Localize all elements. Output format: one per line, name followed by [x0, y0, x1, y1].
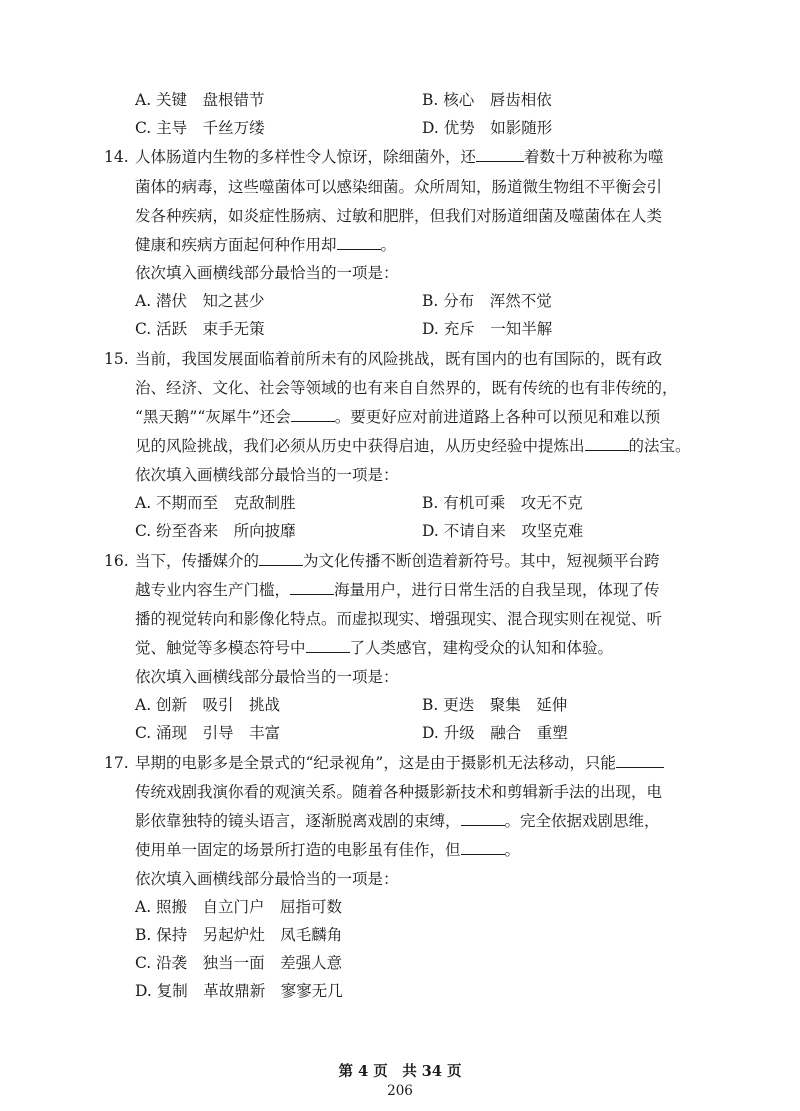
q14-line-4: 健康和疾病方面起何种作用却 。 — [135, 236, 397, 254]
q16-line-4: 觉、触觉等多模态符号中 了人类感官，建构受众的认知和体验。 — [135, 639, 614, 657]
q17-option-c: C. 沿袭 独当一面 差强人意 — [135, 954, 343, 972]
answer-blank — [259, 551, 303, 566]
page-number: 206 — [387, 1083, 413, 1099]
q16-line-2: 越专业内容生产门槛， 海量用户，进行日常生活的自我呈现，体现了传 — [135, 581, 660, 599]
q15-option-d: D. 不请自来 攻坚克难 — [422, 522, 584, 540]
q17-line-3: 影依靠独特的镜头语言，逐渐脱离戏剧的束缚， 。完全依据戏剧思维， — [135, 812, 660, 830]
q16-option-b: B. 更迭 聚集 延伸 — [422, 696, 568, 714]
answer-blank — [290, 580, 334, 595]
q14-prompt: 依次填入画横线部分最恰当的一项是： — [135, 264, 399, 282]
answer-blank — [461, 840, 505, 855]
q14-line-3: 发各种疾病，如炎症性肠病、过敏和肥胖，但我们对肠道细菌及噬菌体在人类 — [135, 207, 663, 225]
q16-option-c: C. 涌现 引导 丰富 — [135, 724, 281, 742]
answer-blank — [616, 753, 664, 768]
q15-prompt: 依次填入画横线部分最恰当的一项是： — [135, 466, 399, 484]
q15-line-1: 当前，我国发展面临着前所未有的风险挑战，既有国内的也有国际的，既有政 — [135, 350, 663, 368]
q14-line-2: 菌体的病毒，这些噬菌体可以感染细菌。众所周知，肠道微生物组不平衡会引 — [135, 178, 663, 196]
q14-number: 14. — [104, 148, 129, 166]
q15-line-2: 治、经济、文化、社会等领域的也有来自自然界的，既有传统的也有非传统的， — [135, 379, 678, 397]
q13-option-d: D. 优势 如影随形 — [422, 119, 553, 137]
q17-line-1: 早期的电影多是全景式的“纪录视角”，这是由于摄影机无法移动，只能 — [135, 753, 664, 773]
q17-line-4: 使用单一固定的场景所打造的电影虽有佳作，但 。 — [135, 841, 521, 859]
q14-option-d: D. 充斥 一知半解 — [422, 320, 553, 338]
q17-option-b: B. 保持 另起炉灶 凤毛麟角 — [135, 926, 343, 944]
answer-blank — [461, 811, 505, 826]
q17-number: 17. — [104, 754, 129, 772]
q13-option-a: A. 关键 盘根错节 — [135, 91, 265, 109]
answer-blank — [291, 407, 335, 422]
q15-option-c: C. 纷至沓来 所向披靡 — [135, 522, 296, 540]
q17-line-2: 传统戏剧我演你看的观演关系。随着各种摄影新技术和剪辑新手法的出现，电 — [135, 783, 663, 801]
q15-line-4: 见的风险挑战，我们必须从历史中获得启迪，从历史经验中提炼出 的法宝。 — [135, 437, 691, 455]
q16-option-d: D. 升级 融合 重塑 — [422, 724, 568, 742]
q16-prompt: 依次填入画横线部分最恰当的一项是： — [135, 668, 399, 686]
q17-option-d: D. 复制 革故鼎新 寥寥无几 — [135, 982, 343, 1000]
q14-option-c: C. 活跃 束手无策 — [135, 320, 265, 338]
answer-blank — [337, 235, 381, 250]
q16-number: 16. — [104, 552, 129, 570]
q13-option-b: B. 核心 唇齿相依 — [422, 91, 552, 109]
q15-option-a: A. 不期而至 克敌制胜 — [135, 494, 296, 512]
q15-option-b: B. 有机可乘 攻无不克 — [422, 494, 583, 512]
q14-line-1: 人体肠道内生物的多样性令人惊讶，除细菌外，还 着数十万种被称为噬 — [135, 148, 664, 166]
answer-blank — [306, 638, 350, 653]
q17-option-a: A. 照搬 自立门户 屈指可数 — [135, 898, 343, 916]
q14-option-b: B. 分布 浑然不觉 — [422, 292, 552, 310]
q15-line-3: “黑天鹅”“灰犀牛”还会 。要更好应对前进道路上各种可以预见和难以预 — [135, 408, 661, 426]
q13-option-c: C. 主导 千丝万缕 — [135, 119, 265, 137]
page-indicator: 第 4 页 共 34 页 — [338, 1063, 462, 1080]
answer-blank — [476, 147, 524, 162]
q16-line-3: 播的视觉转向和影像化特点。而虚拟现实、增强现实、混合现实则在视觉、听 — [135, 610, 663, 628]
answer-blank — [585, 436, 629, 451]
q17-prompt: 依次填入画横线部分最恰当的一项是： — [135, 870, 399, 888]
q16-option-a: A. 创新 吸引 挑战 — [135, 696, 281, 714]
q16-line-1: 当下，传播媒介的 为文化传播不断创造着新符号。其中，短视频平台跨 — [135, 552, 660, 570]
q15-number: 15. — [104, 350, 129, 368]
q14-option-a: A. 潜伏 知之甚少 — [135, 292, 265, 310]
